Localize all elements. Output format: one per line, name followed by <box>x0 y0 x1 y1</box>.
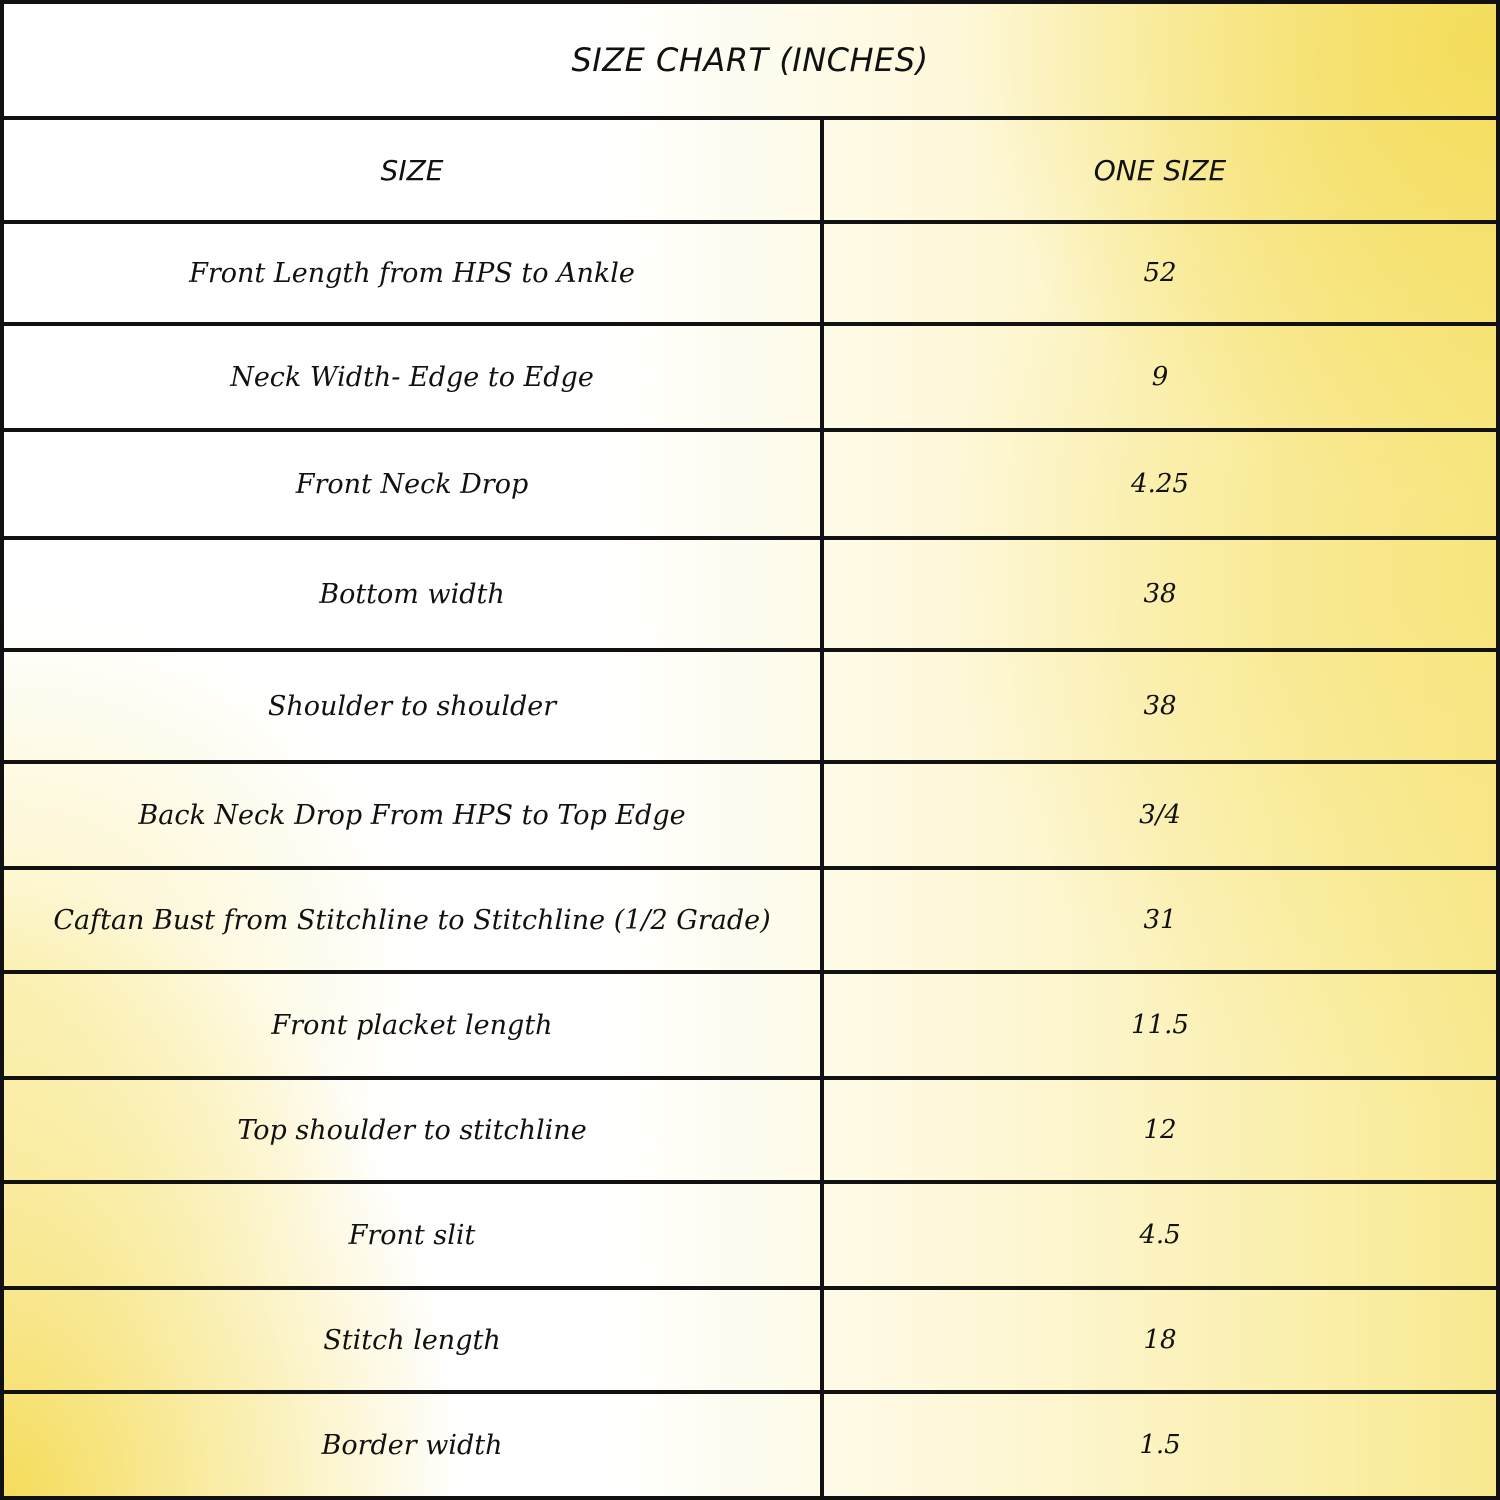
measurement-label: Top shoulder to stitchline <box>4 1080 824 1180</box>
measurement-label: Shoulder to shoulder <box>4 652 824 760</box>
measurement-value: 18 <box>1143 1325 1177 1355</box>
table-row <box>4 224 1496 326</box>
table-row <box>4 870 1496 974</box>
page-title: SIZE CHART (INCHES) <box>571 41 929 79</box>
measurement-value: 52 <box>1143 258 1177 288</box>
title-row <box>4 4 1496 120</box>
measurement-label: Neck Width- Edge to Edge <box>4 326 824 428</box>
measurement-value: 12 <box>1143 1115 1177 1145</box>
measurement-value: 3/4 <box>1139 800 1181 830</box>
table-row <box>4 1080 1496 1184</box>
measurement-value: 1.5 <box>1139 1430 1181 1460</box>
measurement-label: Front slit <box>4 1184 824 1286</box>
measurement-label: Front placket length <box>4 974 824 1076</box>
measurement-value: 38 <box>1143 691 1177 721</box>
measurement-label: Border width <box>4 1394 824 1496</box>
table-row <box>4 974 1496 1080</box>
table-row <box>4 540 1496 652</box>
header-one-size: ONE SIZE <box>1093 153 1227 187</box>
header-size: SIZE <box>4 120 824 220</box>
table-row <box>4 1290 1496 1394</box>
measurement-label: Bottom width <box>4 540 824 648</box>
measurement-value: 9 <box>1151 362 1169 392</box>
size-table <box>4 120 1496 1496</box>
measurement-value: 38 <box>1143 579 1177 609</box>
table-row <box>4 652 1496 764</box>
measurement-label: Back Neck Drop From HPS to Top Edge <box>4 764 824 866</box>
measurement-label: Front Neck Drop <box>4 432 824 536</box>
table-row <box>4 1394 1496 1496</box>
measurement-value: 4.25 <box>1131 469 1189 499</box>
table-row <box>4 764 1496 870</box>
measurement-value: 11.5 <box>1131 1010 1189 1040</box>
measurement-value: 31 <box>1143 905 1177 935</box>
measurement-label: Stitch length <box>4 1290 824 1390</box>
table-row <box>4 1184 1496 1290</box>
measurement-value: 4.5 <box>1139 1220 1181 1250</box>
measurement-label: Front Length from HPS to Ankle <box>4 224 824 322</box>
table-header-row <box>4 120 1496 224</box>
measurement-label: Caftan Bust from Stitchline to Stitchline (1/2 Grade) <box>4 870 824 970</box>
table-row <box>4 326 1496 432</box>
table-row <box>4 432 1496 540</box>
